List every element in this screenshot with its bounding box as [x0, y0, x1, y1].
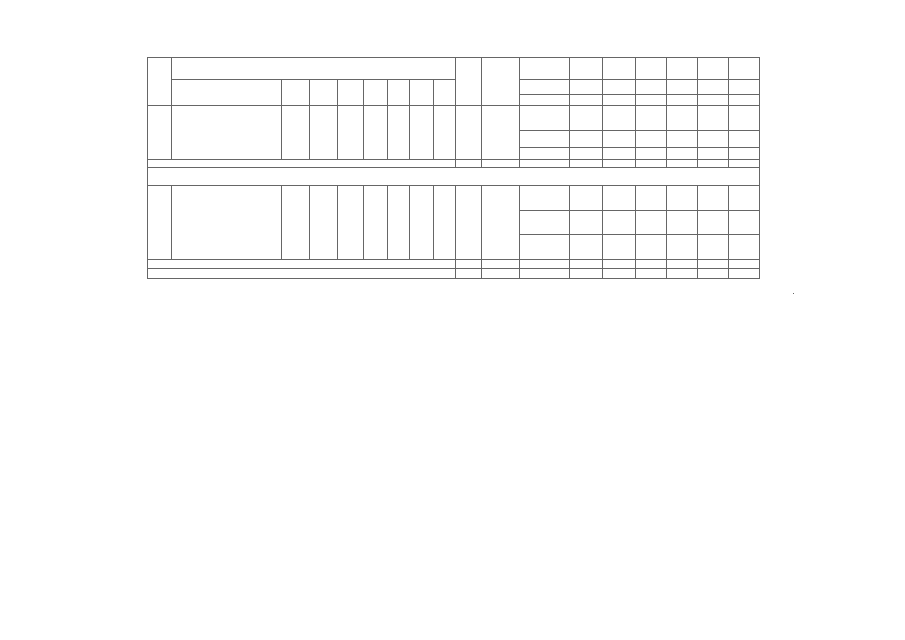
- value-cell: [603, 210, 636, 235]
- funding-source: [520, 105, 570, 130]
- subtotal-value: [603, 159, 636, 168]
- value-cell: [667, 94, 698, 105]
- value-cell: [636, 130, 667, 148]
- subtotal-value: [698, 159, 729, 168]
- subtotal-value: [456, 259, 482, 268]
- value-cell: [636, 148, 667, 159]
- subtotal-value: [636, 259, 667, 268]
- subtotal-value: [570, 259, 603, 268]
- row-number: [148, 58, 172, 106]
- value-cell: [636, 58, 667, 80]
- cell: [338, 186, 364, 260]
- cell: [434, 105, 456, 159]
- subtotal-label: [148, 259, 456, 268]
- value-cell: [636, 80, 667, 95]
- funding-source: [520, 210, 570, 235]
- cell: [364, 186, 388, 260]
- value-cell: [570, 148, 603, 159]
- value-cell: [570, 105, 603, 130]
- object-name: [172, 105, 282, 159]
- value-cell: [636, 186, 667, 211]
- subtotal-value: [667, 259, 698, 268]
- value-cell: [667, 130, 698, 148]
- cell: [482, 268, 520, 278]
- cell: [520, 259, 570, 268]
- cell: [364, 80, 388, 106]
- cell: [282, 105, 310, 159]
- table-row: [148, 105, 760, 130]
- cell: [482, 159, 520, 168]
- value-cell: [729, 58, 760, 80]
- value-cell: [667, 80, 698, 95]
- stray-mark: [793, 293, 794, 294]
- subtotal-value: [729, 159, 760, 168]
- object-title: [172, 58, 456, 80]
- value-cell: [729, 130, 760, 148]
- value-cell: [570, 130, 603, 148]
- value-cell: [603, 186, 636, 211]
- grand-total-row: [148, 268, 760, 278]
- value-cell: [667, 148, 698, 159]
- value-cell: [667, 186, 698, 211]
- table-row: [148, 186, 760, 211]
- value-cell: [603, 80, 636, 95]
- value-cell: [636, 235, 667, 260]
- grand-total-value: [570, 268, 603, 278]
- cell: [434, 186, 456, 260]
- value-cell: [729, 94, 760, 105]
- funding-source: [520, 94, 570, 105]
- subtotal-row: [148, 159, 760, 168]
- value-cell: [698, 148, 729, 159]
- funding-source: [520, 186, 570, 211]
- subtotal-value: [570, 159, 603, 168]
- object-name: [172, 186, 282, 260]
- subtotal-value: [456, 159, 482, 168]
- cell: [388, 105, 410, 159]
- cell: [364, 105, 388, 159]
- group-header: [148, 168, 760, 186]
- total-cost: [456, 58, 482, 106]
- funding-source: [520, 130, 570, 148]
- value-cell: [667, 210, 698, 235]
- funding-source: [520, 80, 570, 95]
- value-cell: [698, 105, 729, 130]
- value-cell: [603, 105, 636, 130]
- cell: [434, 80, 456, 106]
- cell: [310, 80, 338, 106]
- grand-total-value: [456, 268, 482, 278]
- data-table: [147, 57, 760, 279]
- group-header-row: [148, 168, 760, 186]
- value-cell: [729, 148, 760, 159]
- value-cell: [698, 80, 729, 95]
- cell: [388, 80, 410, 106]
- value-cell: [729, 105, 760, 130]
- cell: [520, 268, 570, 278]
- value-cell: [570, 235, 603, 260]
- grand-total-value: [667, 268, 698, 278]
- cell: [282, 80, 310, 106]
- cell: [338, 105, 364, 159]
- cell: [410, 186, 434, 260]
- value-cell: [603, 58, 636, 80]
- value-cell: [698, 210, 729, 235]
- table-row: [148, 58, 760, 80]
- value-cell: [729, 186, 760, 211]
- value-cell: [636, 210, 667, 235]
- funding-source: [520, 148, 570, 159]
- value-cell: [729, 235, 760, 260]
- subtotal-row: [148, 259, 760, 268]
- cell: [282, 186, 310, 260]
- cell: [482, 186, 520, 260]
- value-cell: [729, 80, 760, 95]
- value-cell: [603, 94, 636, 105]
- subtotal-value: [667, 159, 698, 168]
- value-cell: [636, 94, 667, 105]
- cell: [520, 159, 570, 168]
- value-cell: [698, 94, 729, 105]
- total-cost: [456, 186, 482, 260]
- cell: [310, 186, 338, 260]
- cell: [388, 186, 410, 260]
- subtotal-value: [636, 159, 667, 168]
- cell: [310, 105, 338, 159]
- value-cell: [667, 58, 698, 80]
- value-cell: [570, 94, 603, 105]
- value-cell: [698, 186, 729, 211]
- value-cell: [667, 235, 698, 260]
- funding-source: [520, 58, 570, 80]
- cell: [482, 259, 520, 268]
- value-cell: [698, 130, 729, 148]
- cell: [338, 80, 364, 106]
- cell: [410, 80, 434, 106]
- grand-total-value: [698, 268, 729, 278]
- value-cell: [698, 235, 729, 260]
- cell: [482, 105, 520, 159]
- value-cell: [729, 210, 760, 235]
- subtotal-value: [729, 259, 760, 268]
- grand-total-value: [636, 268, 667, 278]
- value-cell: [603, 148, 636, 159]
- value-cell: [698, 58, 729, 80]
- row-number: [148, 186, 172, 260]
- cell: [482, 58, 520, 106]
- value-cell: [570, 186, 603, 211]
- funding-source: [520, 235, 570, 260]
- value-cell: [570, 210, 603, 235]
- subtotal-value: [698, 259, 729, 268]
- row-number: [148, 105, 172, 159]
- value-cell: [570, 80, 603, 95]
- grand-total-value: [603, 268, 636, 278]
- value-cell: [603, 235, 636, 260]
- subtotal-value: [603, 259, 636, 268]
- subtotal-label: [148, 159, 456, 168]
- value-cell: [570, 58, 603, 80]
- value-cell: [603, 130, 636, 148]
- object-name: [172, 80, 282, 106]
- table-row: [148, 80, 760, 95]
- cell: [410, 105, 434, 159]
- grand-total-label: [148, 268, 456, 278]
- value-cell: [636, 105, 667, 130]
- grand-total-value: [729, 268, 760, 278]
- total-cost: [456, 105, 482, 159]
- value-cell: [667, 105, 698, 130]
